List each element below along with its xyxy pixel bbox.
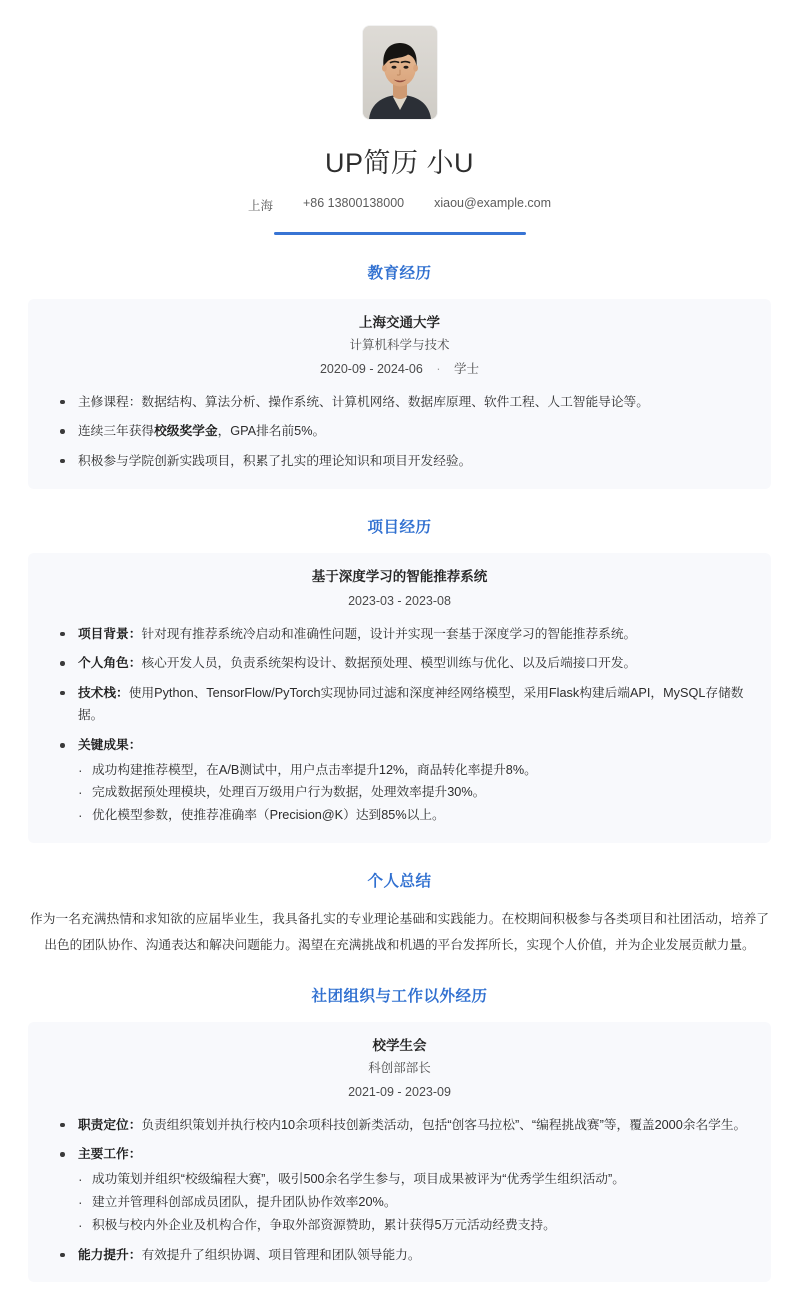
project-name: 基于深度学习的智能推荐系统 [311,568,488,584]
contact-location: 上海 [247,199,273,213]
bullet-lead: 技术栈： [78,685,129,700]
bullet-lead: 职责定位： [78,1117,142,1132]
bullet-text: 积极参与学院创新实践项目，积累了扎实的理论知识和项目开发经验。 [78,453,472,468]
section-title-education: 教育经历 [367,265,432,282]
project-date: 2023-03 - 2023-08 [348,593,451,608]
section-project [28,515,771,844]
list-item [44,420,755,443]
bullet-text-bold: 校级奖学金 [154,424,218,439]
list-item [44,1244,755,1267]
bullet-text: 针对现有推荐系统冷启动和准确性问题，设计并实现一套基于深度学习的智能推荐系统。 [141,626,637,641]
club-card [28,1022,771,1282]
bullet-lead: 能力提升： [78,1247,142,1262]
education-card [28,299,771,489]
bullet-text: 核心开发人员，负责系统架构设计、数据预处理、模型训练与优化、以及后端接口开发。 [141,656,637,671]
list-item [44,734,755,827]
summary-text: 作为一名充满热情和求知欲的应届毕业生，我具备扎实的专业理论基础和实践能力。在校期间积极参与各类项目和社团活动，培养了出色的团队协作、沟通表达和解决问题能力。渴望在充满挑战和机遇的平台发挥所长，实现个人价值，并为企业发展贡献力量。 [30,912,769,952]
project-card [28,553,771,844]
education-entry-head [44,313,755,379]
sub-list-item: · 建立并管理科创部成员团队，提升团队协作效率20%。 [78,1191,755,1214]
bullet-lead: 主要工作： [78,1147,142,1162]
club-sub-bullets [78,1168,755,1237]
section-title-project: 项目经历 [367,518,432,536]
list-item [44,391,755,414]
bullet-text-post: ，GPA排名前5%。 [217,424,326,439]
bullet-lead: 个人角色： [78,656,142,671]
education-major: 计算机科学与技术 [349,338,450,353]
education-meta [44,360,755,379]
bullet-text-pre: 连续三年获得 [78,424,155,439]
project-entry-head [44,567,755,611]
sub-list-item: · 成功构建推荐模型，在A/B测试中，用户点击率提升12%，商品转化率提升8%。 [78,759,755,782]
list-item [44,1143,755,1236]
contact-email: xiaou@example.com [434,196,552,210]
section-summary [28,869,771,958]
section-education [28,261,771,489]
project-sub-bullets [78,759,755,828]
bullet-text: 使用Python、TensorFlow/PyTorch实现协同过滤和深度神经网络模型，采用Flask构建后端API，MySQL存储数据。 [78,685,744,723]
education-org: 上海交通大学 [359,315,440,330]
sub-list-item: · 积极与校内外企业及机构合作，争取外部资源赞助，累计获得5万元活动经费支持。 [78,1214,755,1237]
club-role: 科创部部长 [368,1061,431,1076]
list-item [44,1114,755,1137]
sub-list-item: · 完成数据预处理模块，处理百万级用户行为数据，处理效率提升30%。 [78,781,755,804]
bullet-lead: 关键成果： [78,738,142,753]
club-entry-head [44,1036,755,1102]
club-date: 2021-09 - 2023-09 [348,1085,451,1100]
list-item [44,450,755,473]
photo-wrap [28,26,771,119]
section-title-summary: 个人总结 [367,873,432,891]
list-item [44,652,755,675]
page-title: UP简历 小U [324,148,474,178]
sub-list-item: · 成功策划并组织“校级编程大赛”，吸引500余名学生参与，项目成果被评为“优秀学生组织活动”。 [78,1168,755,1191]
education-separator: · [436,362,441,376]
education-date: 2020-09 - 2024-06 [319,362,423,376]
education-degree: 学士 [453,362,479,376]
section-title-club: 社团组织与工作以外经历 [311,988,488,1006]
header-divider [274,232,526,235]
portrait-photo-icon [363,26,437,119]
club-bullets [44,1114,755,1266]
education-bullets [44,391,755,473]
list-item [44,623,755,646]
list-item [44,682,755,727]
contact-phone: +86 13800138000 [302,196,405,210]
avatar [363,26,437,119]
bullet-lead: 项目背景： [78,626,142,641]
section-club [28,984,771,1282]
project-bullets [44,623,755,828]
bullet-text: 负责组织策划并执行校内10余项科技创新类活动，包括“创客马拉松”、“编程挑战赛”等，覆盖2000余名学生。 [141,1117,747,1132]
resume-header [28,20,771,235]
contact-info [28,196,771,214]
sub-list-item: · 优化模型参数，使推荐准确率（Precision@K）达到85%以上。 [78,804,755,827]
club-org: 校学生会 [372,1038,427,1054]
bullet-text: 主修课程：数据结构、算法分析、操作系统、计算机网络、数据库原理、软件工程、人工智能导论等。 [78,394,649,409]
bullet-text: 有效提升了组织协调、项目管理和团队领导能力。 [141,1247,421,1262]
